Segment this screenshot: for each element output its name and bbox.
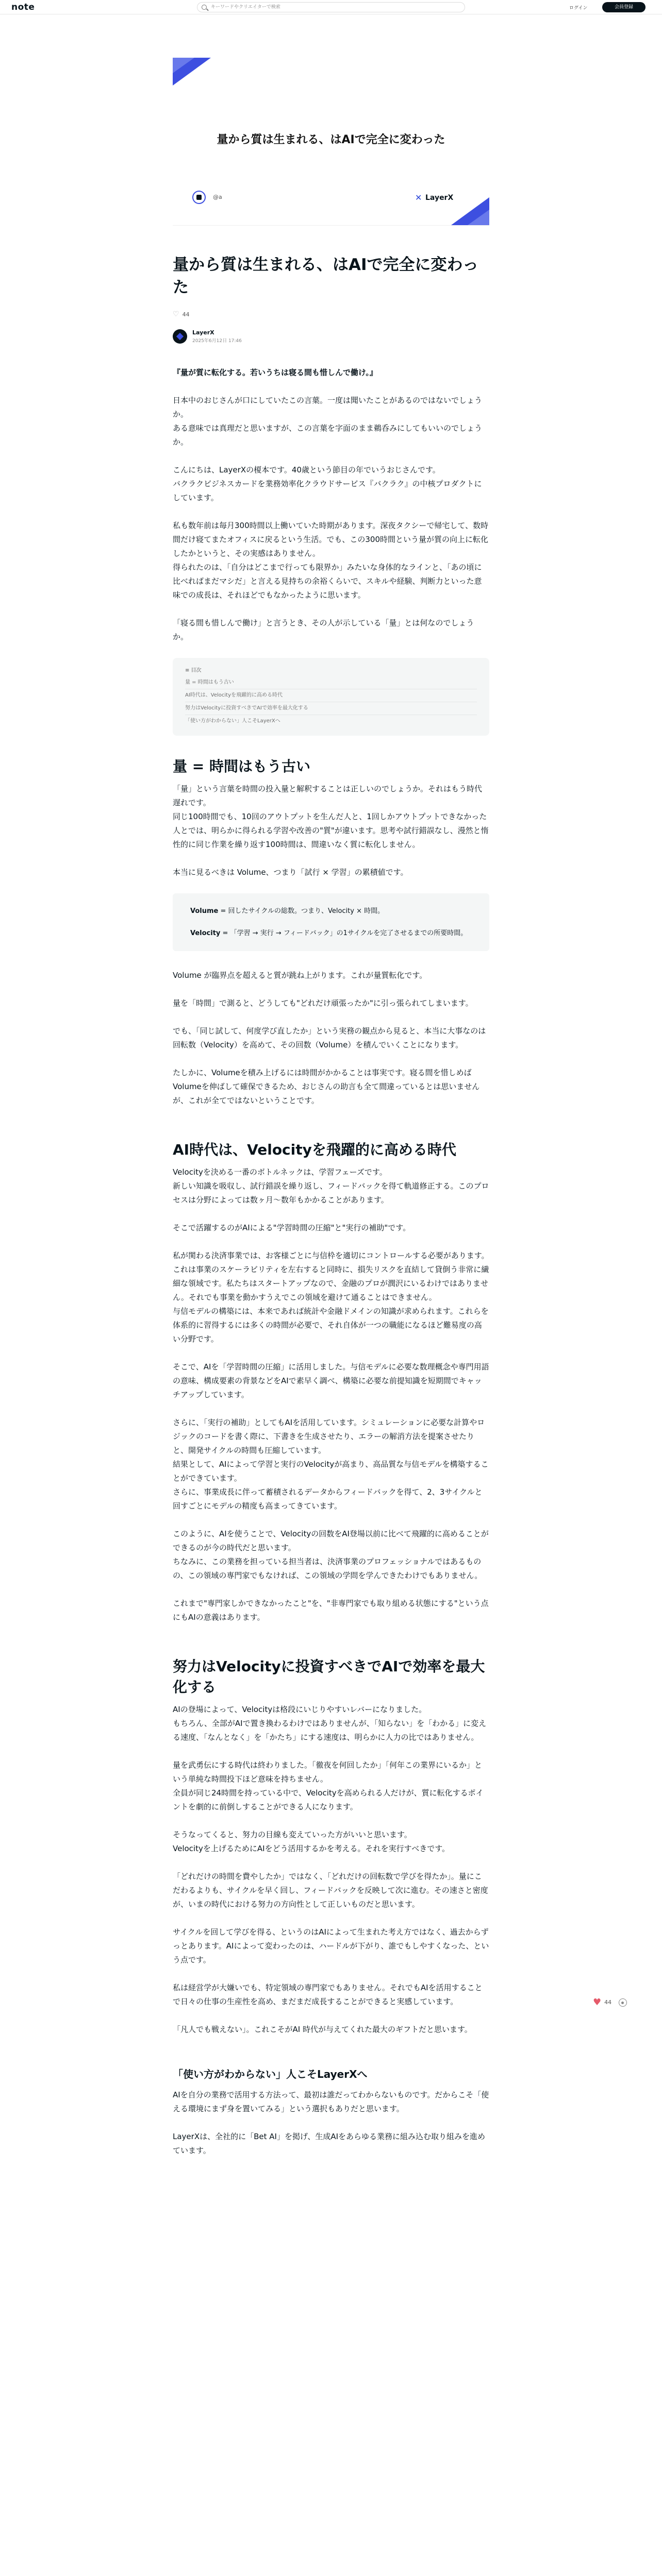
paragraph: そこで、AIを「学習時間の圧縮」に活用しました。与信モデルに必要な数理概念や専門用語の意味、構成要素の背景などをAIで素早く調べ、構築に必要な前提知識を短期間でキャッチアップしています。 [173,1362,489,1399]
share-icon[interactable] [619,1998,627,2007]
paragraph: 「量」という言葉を時間の投入量と解釈することは正しいのでしょうか。それはもう時代遅れです。 同じ100時間でも、10回のアウトプットを生んだ人と、1回しかアウトプットできなかった人とでは、明らかに得られる学習や改善の"質"が違います。思考や試行錯誤なし、漫然と惰性的に同じ作業を繰り返す100時間は、間違いなく質に転化しません。 [173,784,489,849]
callout-line [190,927,472,940]
author-row [173,328,489,345]
paragraph: さらに、「実行の補助」としてもAIを活用しています。シミュレーションに必要な計算やロジックのコードを書く際に、下書きを生成させたり、エラーの解消方法を提案させたりと、開発サイクルの時間も圧縮しています。 結果として、AIによって学習と実行のVelocityが高まり、高品質な与信モデルを構築することができています。 さらに、事業成長に伴って蓄積されるデータからフィードバックを得て、2、3サイクルと回すごとにモデルの精度も高まってきています。 [173,1418,489,1511]
search-icon [202,5,207,10]
paragraph: 私も数年前は毎月300時間以上働いていた時期があります。深夜タクシーで帰宅して、数時間だけ寝てまたオフィスに戻るという生活。でも、この300時間という量が質の向上に転化したかというと、その実感はありません。 得られたのは、「自分はどこまで行っても限界か」みたいな身体的なラインと、「あの頃に比べればまだマシだ」と言える見持ちの余裕くらいで、スキルや経験、判断力といった意味での成長は、それほどでもなかったように思います。 [173,521,489,600]
callout-line [190,905,472,918]
article-body [173,756,489,2158]
paragraph: このように、AIを使うことで、Velocityの回数をAI登場以前に比べて飛躍的に高めることができるのが今の時代だと思います。 ちなみに、この業務を担っている担当者は、決済事業のプロフェッショナルではあるものの、この領域の専門家でもなければ、この領域の学問を学んできたわけでもありません。 [173,1529,489,1580]
toc-item[interactable]: 量 = 時間はもう古い [185,676,477,689]
toc-item[interactable]: 努力はVelocityに投資すべきでAIで効率を最大化する [185,702,477,715]
callout-term: Velocity [190,929,221,937]
paragraph: 私は経営学が大嫌いでも、特定領域の専門家でもありません。それでもAIを活用することで日々の仕事の生産性を高め、まだまだ成長することができると実感しています。 [173,1983,483,2006]
like-count[interactable]: 44 [182,311,190,318]
paragraph: そうなってくると、努力の目線も変えていった方がいいと思います。 Velocityを上げるためにAIをどう活用するかを考える。それを実行すべきです。 [173,1830,450,1853]
paragraph: たしかに、Volumeを積み上げるには時間がかかることは事実です。寝る間を惜しめばVolumeを伸ばして確保できるため、おじさんの助言も全て間違っているとは思いませんが、これが全てではないということです。 [173,1068,480,1105]
article-title: 量から質は生まれる、はAIで完全に変わった [173,256,479,297]
hero-decoration-triangle [173,58,194,73]
signup-button[interactable]: 会員登録 [602,2,646,12]
search-input[interactable] [211,4,458,11]
paragraph: でも、「同じ試して、何度学び直したか」という実務の観点から見ると、本当に大事なのは回転数（Velocity）を高めて、その回数（Volume）を積んでいくことになります。 [173,1026,486,1049]
section-heading: 「使い方がわからない」人こそLayerXへ [173,2068,368,2080]
heart-icon[interactable]: ♥ [593,1997,602,2008]
note-logo[interactable]: note [11,2,35,12]
paragraph: これまで"専門家しかできなかったこと"を、"非専門家でも取り組める状態にする"という点にもAIの意義はあります。 [173,1599,489,1622]
paragraph: Velocityを決める一番のボトルネックは、学習フェーズです。 新しい知識を吸収し、試行錯誤を繰り返し、フィードバックを得て軌道修正する。このプロセスは分野によっては数ヶ月〜数年もかかることがあります。 [173,1167,489,1205]
paragraph: 『量が質に転化する。若いうちは寝る間も惜しんで働け。』 [173,368,377,377]
hero-image [173,58,489,226]
layerx-logo-text: LayerX [425,194,454,202]
section-heading: 努力はVelocityに投資すべきでAIで効率を最大化する [173,1658,485,1696]
paragraph: 「どれだけの時間を費やしたか」ではなく、「どれだけの回転数で学びを得たか」。量にこだわるよりも、サイクルを早く回し、フィードバックを反映して次に進む。その速さと密度が、いまの時代における努力の方向性として正しいものだと思います。 [173,1872,488,1909]
section-heading: AI時代は、Velocityを飛躍的に高める時代 [173,1141,456,1158]
author-avatar[interactable] [173,329,187,344]
login-link[interactable]: ログイン [569,6,588,11]
paragraph: そこで活躍するのがAIによる"学習時間の圧縮"と"実行の補助"です。 [173,1223,411,1232]
paragraph: AIを自分の業務で活用する方法って、最初は誰だってわからないものです。だからこそ「使える環境にまず身を置いてみる」という選択もありだと思います。 [173,2090,489,2113]
layerx-logo-icon: ✕ [415,193,422,202]
section-heading: 量 = 時間はもう古い [173,758,310,775]
heart-icon[interactable]: ♡ [173,310,179,318]
paragraph: 「寝る間も惜しんで働け」と言うとき、その人が示している「量」とは何なのでしょうか。 [173,618,474,641]
hero-avatar [192,191,206,204]
table-of-contents [173,658,489,736]
like-row [173,308,489,320]
search-box[interactable] [197,2,465,12]
floating-like-count[interactable]: 44 [604,1999,612,2006]
paragraph: 量を武勇伝にする時代は終わりました。「徹夜を何回したか」「何年この業界にいるか」という単純な時間投下ほど意味を持ちません。 全員が同じ24時間を持っている中で、Velocityを高められる人だけが、質に転化するポイントを劇的に前倒しすることができる人になります。 [173,1760,484,1811]
author-name[interactable]: LayerX [192,329,214,336]
paragraph: LayerXは、全社的に「Bet AI」を掲げ、生成AIをあらゆる業務に組み込む取り組みを進めています。 [173,2132,486,2155]
article [173,253,489,2172]
hero-decoration-triangle [468,210,489,225]
floating-like-bar [593,1997,627,2008]
callout-text: = 「学習 → 実行 → フィードバック」の1サイクルを完了させるまでの所要時間。 [220,929,468,937]
paragraph: 日本中のおじさんが口にしていたこの言葉。一度は聞いたことがあるのではないでしょうか。 ある意味では真理だと思いますが、この言葉を字面のまま鵜呑みにしてもいいのでしょうか。 [173,396,483,447]
publish-date: 2025年6月12日 17:46 [192,338,242,344]
paragraph: AIの登場によって、Velocityは格段にいじりやすいレバーになりました。 もちろん、全部がAIで置き換わるわけではありませんが、「知らない」を「わかる」に変える速度、「なんとなく」を「かたち」にする速度は、明らかに人力の比ではありません。 [173,1705,487,1742]
site-header [0,0,662,14]
hero-handle: @a [213,194,222,200]
paragraph: サイクルを回して学びを得る、というのはAIによって生まれた考え方ではなく、過去からずっとあります。AIによって変わったのは、ハードルが下がり、誰でもしやすくなった、という点です。 [173,1927,489,1964]
definition-callout [173,893,489,951]
callout-term: Volume [190,907,219,915]
paragraph: こんにちは、LayerXの榎本です。40歳という節目の年でいうおじさんです。 バクラクビジネスカードを業務効率化クラウドサービス『バクラク』の中核プロダクトにしています。 [173,465,482,502]
paragraph: 量を「時間」で測ると、どうしても"どれだけ頑張ったか"に引っ張られてしまいます。 [173,998,473,1008]
article-intro [173,366,489,644]
toc-heading[interactable]: ≡ 目次 [185,668,202,673]
paragraph: 私が関わる決済事業では、お客様ごとに与信枠を適切にコントロールする必要があります。これは事業のスケーラビリティを左右すると同時に、損失リスクを直結して貸倒う非常に繊細な領域です。私たちはスタートアップなので、金融のプロが潤沢にいるわけではありません。それでも事業を動かすうえでこの領域を避けて通ることはできません。 与信モデルの構築には、本来であれば統計や金融ドメインの知識が求められます。これらを体系的に習得するには多くの時間が必要で、それ自体が一つの職能になるほど難易度の高い分野です。 [173,1251,489,1344]
hero-title: 量から質は生まれる、はAIで完全に変わった [217,133,445,146]
paragraph: 「凡人でも戦えない」。これこそがAI 時代が与えてくれた最大のギフトだと思います。 [173,2025,472,2034]
callout-text: = 回したサイクルの総数。つまり、Velocity × 時間。 [218,907,385,915]
paragraph: 本当に見るべきは Volume、つまり「試行 × 学習」の累積値です。 [173,868,408,877]
toc-item[interactable]: AI時代は、Velocityを飛躍的に高める時代 [185,689,477,702]
toc-item[interactable]: 「使い方がわからない」人こそLayerXへ [185,718,280,724]
paragraph: Volume が臨界点を超えると質が跳ね上がります。これが量質転化です。 [173,971,427,980]
